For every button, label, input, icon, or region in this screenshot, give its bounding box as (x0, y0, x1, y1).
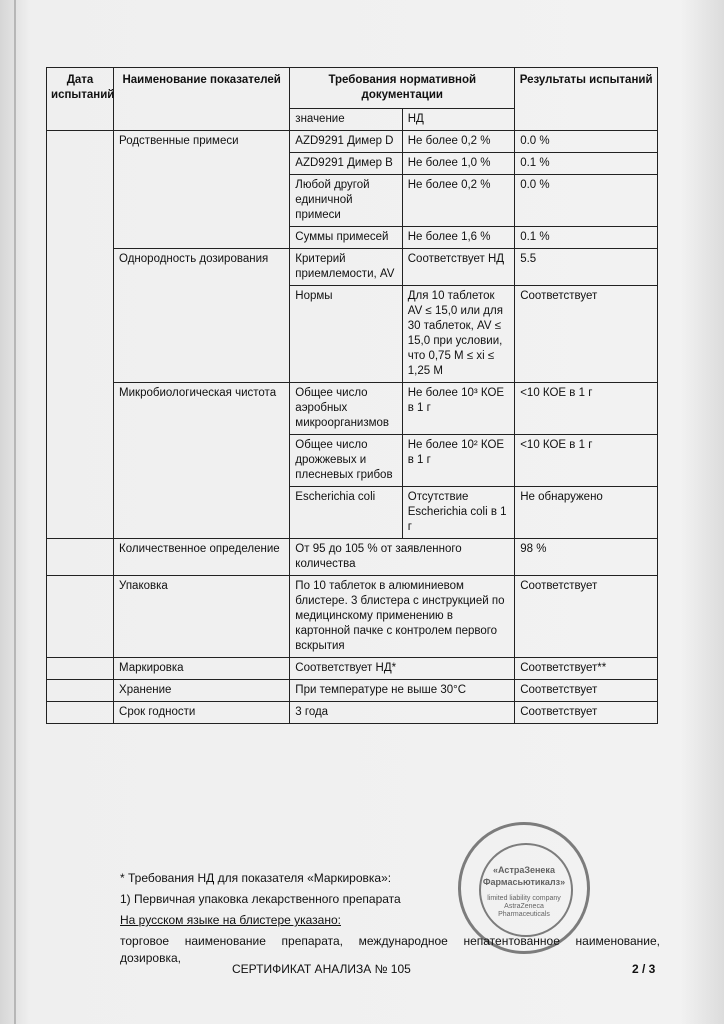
footer-title: СЕРТИФИКАТ АНАЛИЗА № 105 (232, 962, 411, 976)
row-nd: Не более 10³ КОЕ в 1 г (402, 383, 514, 435)
stamp-text-3: limited liability company AstraZeneca Pharmaceuticals (487, 895, 561, 918)
row-nd: Не более 0,2 % (402, 175, 514, 227)
row-requirement: 3 года (290, 702, 515, 724)
table-row (47, 702, 658, 724)
table-row (47, 658, 658, 680)
row-value: AZD9291 Димер B (290, 153, 402, 175)
row-result: Соответствует** (515, 658, 658, 680)
row-result: Соответствует (515, 680, 658, 702)
header-date: Дата испытаний (47, 68, 114, 131)
group-name: Микробиологическая чистота (114, 383, 290, 539)
row-result: 0.1 % (515, 153, 658, 175)
row-value: AZD9291 Димер D (290, 131, 402, 153)
row-result: 5.5 (515, 249, 658, 286)
date-cell (47, 539, 114, 576)
notes-section (120, 870, 660, 971)
date-cell (47, 658, 114, 680)
header-requirements: Требования нормативной документации (290, 68, 515, 109)
row-requirement: При температуре не выше 30°С (290, 680, 515, 702)
row-value: Нормы (290, 286, 402, 383)
row-result: 0.0 % (515, 131, 658, 153)
table-row (47, 576, 658, 658)
stamp-text-1: «АстраЗенека (493, 865, 555, 875)
row-nd: Для 10 таблеток AV ≤ 15,0 или для 30 таблеток, AV ≤ 15,0 при условии, что 0,75 M ≤ xi ≤ 1,25 M (402, 286, 514, 383)
row-result: Не обнаружено (515, 487, 658, 539)
row-nd: Не более 0,2 % (402, 131, 514, 153)
note-line-1: * Требования НД для показателя «Маркировка»: (120, 871, 392, 885)
row-result: <10 КОЕ в 1 г (515, 383, 658, 435)
row-result: Соответствует (515, 576, 658, 658)
row-result: Соответствует (515, 702, 658, 724)
row-requirement: Соответствует НД* (290, 658, 515, 680)
row-result: 0.1 % (515, 227, 658, 249)
row-value: Любой другой единичной примеси (290, 175, 402, 227)
row-value: Общее число аэробных микроорганизмов (290, 383, 402, 435)
row-nd: Отсутствие Escherichia coli в 1 г (402, 487, 514, 539)
table-row (47, 680, 658, 702)
subheader-value: значение (290, 109, 402, 131)
date-cell (47, 131, 114, 539)
row-value: Общее число дрожжевых и плесневых грибов (290, 435, 402, 487)
note-line-2: 1) Первичная упаковка лекарственного препарата (120, 892, 401, 906)
row-nd: Не более 1,0 % (402, 153, 514, 175)
note-line-3: На русском языке на блистере указано: (120, 913, 341, 927)
table-header-row (47, 68, 658, 109)
row-name: Хранение (114, 680, 290, 702)
table-row (47, 383, 658, 435)
header-results: Результаты испытаний (515, 68, 658, 131)
table-row (47, 131, 658, 153)
row-value: Escherichia coli (290, 487, 402, 539)
row-name: Срок годности (114, 702, 290, 724)
row-nd: Не более 1,6 % (402, 227, 514, 249)
note-line-4: торговое наименование препарата, международное непатентованное наименование, дозировка, (120, 934, 660, 965)
group-name: Родственные примеси (114, 131, 290, 249)
group-name: Однородность дозирования (114, 249, 290, 383)
stamp-text-2: Фармасьютикалз» (482, 877, 566, 887)
table-row (47, 249, 658, 286)
page-number: 2 / 3 (632, 962, 656, 976)
subheader-nd: НД (402, 109, 514, 131)
row-result: <10 КОЕ в 1 г (515, 435, 658, 487)
row-name: Количественное определение (114, 539, 290, 576)
row-nd: Соответствует НД (402, 249, 514, 286)
analysis-table (46, 67, 658, 724)
row-result: Соответствует (515, 286, 658, 383)
row-name: Упаковка (114, 576, 290, 658)
header-name: Наименование показателей (114, 68, 290, 131)
date-cell (47, 702, 114, 724)
scan-edge (14, 0, 16, 1024)
row-nd: Не более 10² КОЕ в 1 г (402, 435, 514, 487)
row-name: Маркировка (114, 658, 290, 680)
date-cell (47, 680, 114, 702)
row-requirement: От 95 до 105 % от заявленного количества (290, 539, 515, 576)
table-row (47, 539, 658, 576)
row-requirement: По 10 таблеток в алюминиевом блистере. 3 блистера с инструкцией по медицинскому применению в картонной пачке с контролем первого вскрытия (290, 576, 515, 658)
row-result: 98 % (515, 539, 658, 576)
date-cell (47, 576, 114, 658)
row-value: Критерий приемлемости, AV (290, 249, 402, 286)
row-value: Суммы примесей (290, 227, 402, 249)
row-result: 0.0 % (515, 175, 658, 227)
